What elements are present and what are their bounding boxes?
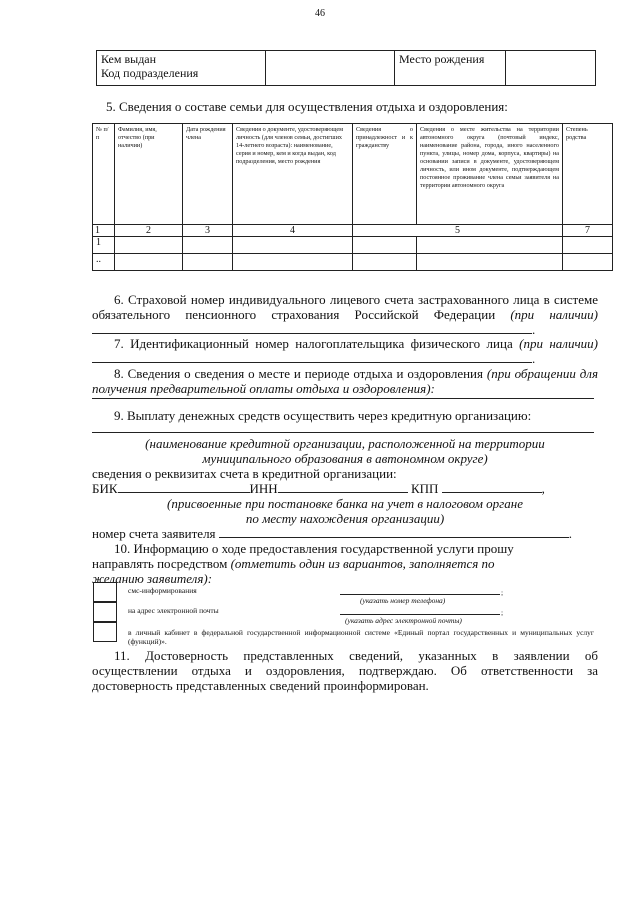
bank-note2-2: по месту нахождения организации) — [245, 511, 445, 526]
email-checkbox[interactable] — [93, 602, 117, 622]
requisites-label: сведения о реквизитах счета в кредитной организации: — [92, 466, 397, 481]
bank-note-1: (наименование кредитной организации, расположенной на территории — [145, 436, 545, 451]
sms-option-label: смс-информирования — [128, 586, 197, 595]
header-citizenship: Сведения о принадлежност и к гражданству — [353, 124, 417, 225]
section10-line3: желанию заявителя): — [92, 571, 213, 586]
phone-hint: (указать номер телефона) — [360, 596, 446, 605]
colnum: 3 — [183, 225, 233, 237]
header-name: Фамилия, имя, отчество (при наличии) — [115, 124, 183, 225]
portal-option-label: в личный кабинет в федеральной государственной информационной системе «Единый портал государственных и муниципальных услуг (функций)». — [128, 628, 594, 646]
portal-checkbox[interactable] — [93, 622, 117, 642]
cell[interactable] — [233, 237, 353, 254]
row-num: 1 — [93, 237, 115, 254]
bik-input[interactable] — [118, 482, 250, 493]
colnum: 2 — [115, 225, 183, 237]
inn-label: ИНН — [249, 481, 278, 496]
colnum: 1 — [93, 225, 115, 237]
header-residence: Сведения о месте жительства на территории автономного округа (почтовый индекс, наименование района, города, иного населенного пункта, улицы, номер дома, корпуса, квартиры) на основании записи в документе, удостоверяющем личность, или ином документе, подтверждающем постоянное проживание члена семьи заявителя на территории автономного округа — [417, 124, 563, 225]
family-table — [92, 123, 613, 271]
header-num: № п/ п — [93, 124, 115, 225]
header-relation: Степень родства — [563, 124, 613, 225]
birthplace-value[interactable] — [506, 51, 596, 86]
issuer-table — [96, 50, 596, 86]
bank-note-2: муниципального образования в автономном округе) — [202, 451, 488, 466]
section9-title: 9. Выплату денежных средств осуществить через кредитную организацию: — [114, 408, 532, 423]
row-num: .. — [93, 254, 115, 271]
table-row — [93, 237, 613, 254]
cell[interactable] — [115, 254, 183, 271]
cell[interactable] — [233, 254, 353, 271]
inn-bank-input[interactable] — [278, 482, 408, 493]
section8: 8. Сведения о сведения о месте и периоде отдыха и оздоровления (при обращении для получения предварительной оплаты отдыха и оздоровления): — [92, 366, 599, 396]
birthplace-label: Место рождения — [395, 51, 506, 86]
bank-name-input[interactable] — [92, 430, 594, 433]
rest-place-input[interactable] — [92, 396, 594, 399]
issued-by-value[interactable] — [266, 51, 395, 86]
email-input[interactable] — [340, 614, 500, 615]
account-input[interactable] — [219, 527, 569, 538]
phone-input[interactable] — [340, 594, 500, 595]
inn-input[interactable] — [92, 352, 532, 363]
bik-inn-kpp-row: БИК ИНН КПП , — [92, 481, 545, 496]
header-document: Сведения о документе, удостоверяющем личность (для членов семьи, достигших 14-летнего возраста): наименование, серия и номер, кем и когда выдан, код подразделения, место рождения — [233, 124, 353, 225]
colnum: 5 — [353, 225, 563, 237]
bank-note2-1: (присвоенные при постановке банка на учет в налоговом органе — [167, 496, 523, 511]
cell[interactable] — [183, 254, 233, 271]
section7: 7. Идентификационный номер налогоплательщика физического лица (при наличии) . — [92, 336, 598, 366]
section6: 6. Страховой номер индивидуального лицевого счета застрахованного лица в системе обязательного пенсионного страхования Российской Федерации (при наличии) . — [92, 292, 598, 337]
cell[interactable] — [353, 237, 417, 254]
bik-label: БИК — [92, 481, 118, 496]
sms-checkbox[interactable] — [93, 582, 117, 602]
account-label: номер счета заявителя — [92, 526, 216, 541]
page-number: 46 — [315, 8, 325, 19]
colnum: 4 — [233, 225, 353, 237]
kpp-label: КПП — [410, 481, 439, 496]
cell[interactable] — [115, 237, 183, 254]
table-row — [93, 254, 613, 271]
header-birthdate: Дата рождения члена — [183, 124, 233, 225]
issued-by-label: Кем выдан Код подразделения — [97, 51, 266, 86]
account-row: номер счета заявителя . — [92, 526, 573, 541]
cell[interactable] — [353, 254, 417, 271]
cell[interactable] — [183, 237, 233, 254]
kpp-input[interactable] — [442, 482, 542, 493]
section5-title: 5. Сведения о составе семьи для осуществления отдыха и оздоровления: — [106, 99, 508, 114]
section10-line2: направлять посредством (отметить один из вариантов, заполняется по — [92, 556, 495, 571]
email-hint: (указать адрес электронной почты) — [345, 616, 462, 625]
email-option-label: на адрес электронной почты — [128, 606, 219, 615]
cell[interactable] — [417, 237, 563, 254]
cell[interactable] — [417, 254, 563, 271]
colnum: 7 — [563, 225, 613, 237]
section11: 11. Достоверность представленных сведений, указанных в заявлении об осуществлении отдыха и оздоровления, подтверждаю. Об ответственности за достоверность представленных сведений проинформирован. — [92, 648, 598, 693]
cell[interactable] — [563, 237, 613, 254]
cell[interactable] — [563, 254, 613, 271]
snils-input[interactable] — [92, 323, 532, 334]
section10-line1: 10. Информацию о ходе предоставления государственной услуги прошу — [114, 541, 514, 556]
